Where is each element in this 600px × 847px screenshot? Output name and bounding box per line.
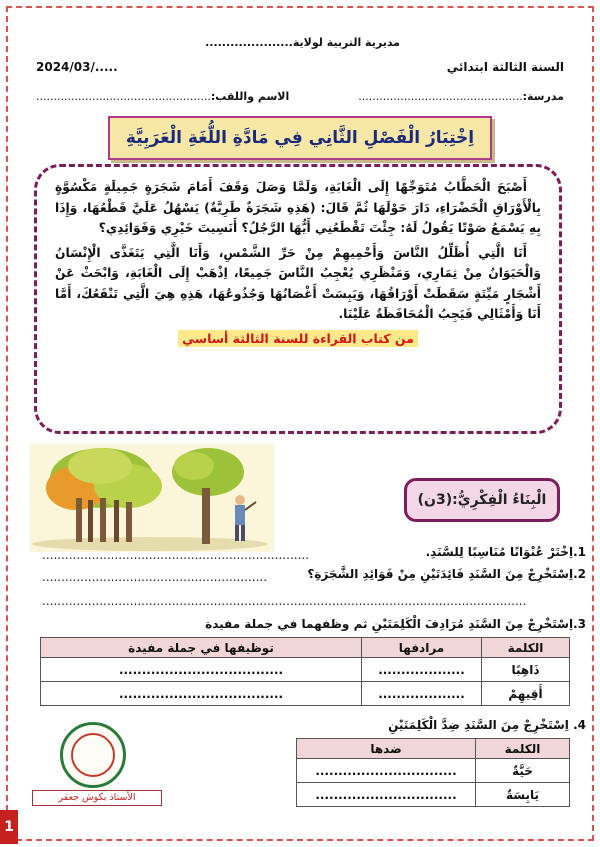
reading-source [55,329,541,350]
word-cell: ذَاهِبًا [482,658,570,682]
col-word: الكلمة [482,638,570,658]
directorate-line: مديرية التربية لولاية..................... [205,36,400,49]
school-stamp [60,722,126,788]
question-1: 1.اِخْتَرْ عُنْوَانًا مُنَاسِبًا لِلسَّنَدِ. [425,545,586,559]
name-label: الاسم واللقب: [210,90,290,103]
table-row [41,682,570,706]
table-header-row [297,739,570,759]
table-row [41,658,570,682]
word-cell: أَقِيهِمْ [482,682,570,706]
col-antonym: ضدها [297,739,476,759]
question-4: 4. اِسْتَخْرِجْ مِنَ السَّنَدِ ضِدَّ الْكَلِمَتَيْنِ [388,718,586,732]
antonym-cell[interactable]: ............................... [297,759,476,783]
school-field [358,90,564,103]
col-sentence: توظيفها في جملة مفيدة [41,638,362,658]
synonym-cell[interactable]: ................... [362,658,482,682]
woodcutter-illustration [30,444,274,552]
sentence-cell[interactable]: .................................... [41,658,362,682]
col-synonym: مرادفها [362,638,482,658]
grade-label: السنة الثالثة ابتدائي [446,60,564,74]
word-cell: يَابِسَةٌ [476,783,570,807]
answer-2-dots[interactable]: ........................................................... [42,570,268,584]
page-number: 1 [0,810,18,844]
question-2: 2.اِسْتَخْرِجْ مِنَ السَّنَدِ فَائِدَتَيْنِ مِنْ فَوَائِدِ الشَّجَرَةِ؟ [307,567,586,581]
exam-title: اِخْتِبَارُ الْفَصْلِ الثَّانِي فِي مَادَّةِ اللُّغَةِ الْعَرَبِيَّةِ [108,116,492,160]
antonym-cell[interactable]: ............................... [297,783,476,807]
col-word: الكلمة [476,739,570,759]
answer-2-line2[interactable]: ............................................................................................................................... [42,594,527,608]
antonyms-table [296,738,570,807]
school-dots[interactable]: ............................................... [358,90,523,103]
table-row [297,759,570,783]
stamp-inner-ring [71,733,115,777]
reading-paragraph-2: أَنَا الَّتِي أُظَلِّلُ النَّاسَ وَأَحْمِيهِمْ مِنْ حَرِّ الشَّمْسِ، وَأَنَا الَّتِي يَتَغَذَّى الْإِنْسَانُ وَالْحَيَوَانُ مِنْ ثِمَارِي، وَمَنْظَرِي يُعْجِبُ النَّاسَ جَمِيعًا، اِذْهَبْ إِلَى الْغَابَةِ، وَابْحَثْ عَنْ أَشْجَارٍ مَيِّتَةٍ سَقَطَتْ أَوْرَاقُهَا، وَيَبِسَتْ أَغْصَانُهَا وَجُذُوعُهَا، هَذِهِ هِيَ الَّتِي تَنْفَعُكَ، أَمَّا أَنَا وَأَمْثَالِي فَيَجِبُ الْمُحَافَظَةُ عَلَيْنَا. [55,245,541,321]
question-3: 3.اِسْتَخْرِجْ مِنَ السَّنَدِ مُرَادِفَ الْكَلِمَتَيْنِ ثم وظفهما في جملة مفيدة [205,617,586,631]
table-row [297,783,570,807]
reading-source-text: من كتاب القراءة للسنة الثالثة أساسي [178,330,418,347]
name-dots[interactable]: .................................................. [36,90,211,103]
answer-1-dots[interactable]: ...................................................................... [42,548,310,562]
table-header-row [41,638,570,658]
stamp-caption: الأستاذ بكوش جعفر [32,790,162,806]
reading-paragraph-1: أَصْبَحَ الْحَطَّابُ مُتَوَجِّهًا إِلَى الْغَابَةِ، وَلَمَّا وَصَلَ وَقَفَ أَمَامَ شَجَرَةٍ جَمِيلَةٍ مَكْسُوَّةٍ بِالْأَوْرَاقِ الْخَضْرَاءِ، دَارَ حَوْلَهَا ثُمَّ قَالَ: (هَذِهِ شَجَرَةٌ طَرِيَّةٌ) يَسْهُلُ عَلَيَّ قَطْعُهَا، وَإِذَا بِهِ يَسْمَعُ صَوْتًا يَقُولُ لَهُ: جِئْتَ تَقْطَعُنِي أَيُّهَا الرَّجُلُ؟ أَنَسِيتَ خَيْرِي وَفَوَائِدِي؟ [55,180,541,235]
name-field [36,90,289,103]
sentence-cell[interactable]: .................................... [41,682,362,706]
synonym-cell[interactable]: ................... [362,682,482,706]
word-cell: حَيَّةٌ [476,759,570,783]
forest-trees [46,448,162,542]
section-title: الْبِنَاءُ الْفِكْرِيُّ:(3ن) [404,478,560,522]
school-label: مدرسة: [522,90,564,103]
exam-date: 2024/03/..... [36,60,118,74]
reading-text-box [34,164,562,434]
talking-tree [172,448,244,544]
synonyms-table [40,637,570,706]
woodcutter-figure [235,495,256,541]
